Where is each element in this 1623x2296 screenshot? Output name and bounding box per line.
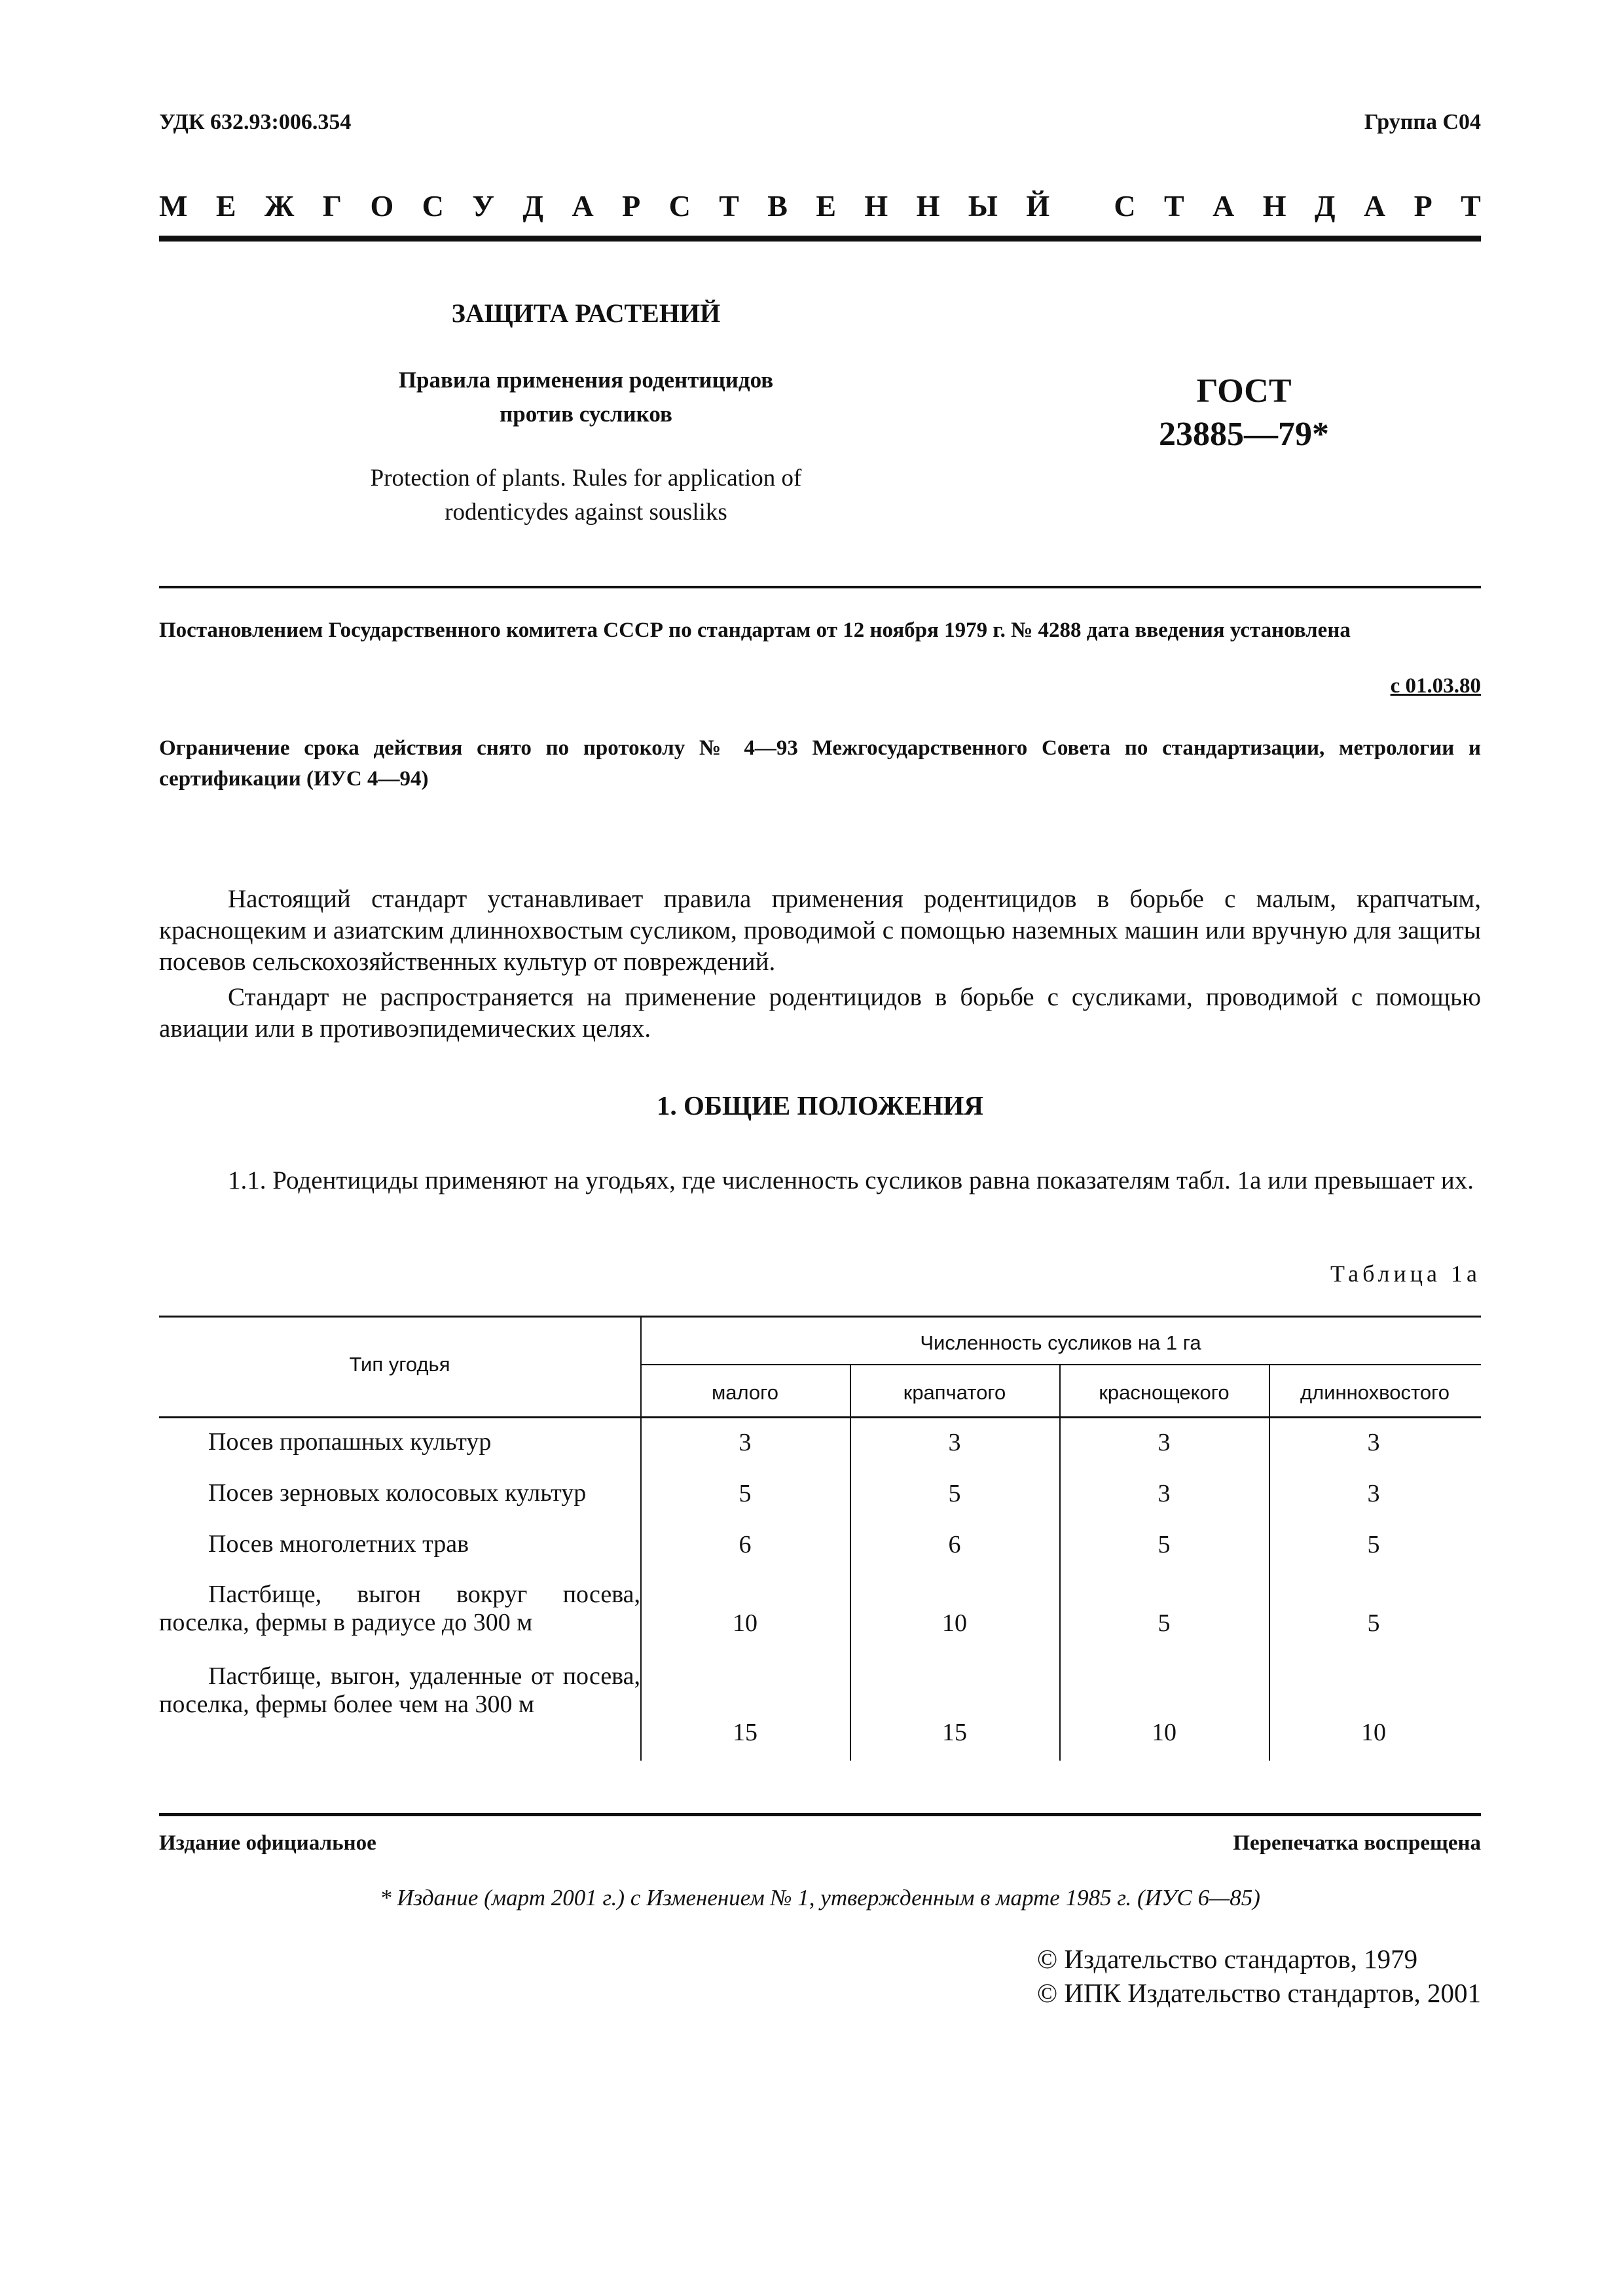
table-row-label: Пастбище, выгон вокруг посева, поселка, фермы в радиусе до 300 м (159, 1581, 640, 1636)
gost-label: ГОСТ (1196, 372, 1292, 410)
table-cell: 6 (739, 1531, 752, 1558)
table-subheader: малого (711, 1381, 779, 1404)
banner-letter: Р (1413, 189, 1432, 223)
table-row-label: Посев пропашных культур (208, 1428, 492, 1456)
table-header-type: Тип угодья (349, 1353, 450, 1376)
subtitle-line: против сусликов (500, 401, 672, 427)
table-row-label: Пастбище, выгон, удаленные от посева, поселка, фермы более чем на 300 м (159, 1662, 640, 1718)
banner-letter: Р (622, 189, 641, 223)
table-cell: 15 (942, 1719, 967, 1746)
document-subtitle (275, 363, 897, 431)
banner-letter: М (159, 189, 188, 223)
limitation-text: Ограничение срока действия снято по протоколу № 4—93 Межгосударственного Совета по стандартизации, метрологии и сертификации (ИУС 4—94) (159, 736, 1481, 791)
table-cell: 3 (1367, 1480, 1380, 1507)
table-cell: 6 (948, 1531, 961, 1558)
banner-letter: С (668, 189, 691, 223)
banner-letter: А (1363, 189, 1386, 223)
banner-letter: Н (916, 189, 940, 223)
document-title: ЗАЩИТА РАСТЕНИЙ (451, 298, 721, 328)
official-edition-label: Издание официальное (159, 1831, 376, 1855)
banner-letter: Е (816, 189, 837, 223)
table-cell: 3 (1158, 1429, 1171, 1456)
banner-letter: Г (322, 189, 342, 223)
reprint-prohibited-label: Перепечатка воспрещена (1233, 1831, 1481, 1855)
table-column-divider (850, 1364, 851, 1761)
intro-paragraph-1: Настоящий стандарт устанавливает правила применения родентицидов в борьбе с малым, крапчатым, краснощеким и азиатским длиннохвостым сусликом, проводимой с помощью наземных машин или вручную для защиты посевов сельскохозяйственных культур от повреждений. (159, 885, 1481, 976)
udk-code: УДК 632.93:006.354 (159, 110, 352, 134)
table-caption: Таблица 1а (1330, 1261, 1481, 1287)
introduction-date: с 01.03.80 (1390, 674, 1481, 698)
copyright-line: © Издательство стандартов, 1979 (1036, 1944, 1418, 1974)
footer-rule (159, 1813, 1481, 1816)
table-cell: 3 (1158, 1480, 1171, 1507)
banner-letter: С (422, 189, 444, 223)
clause-1-1: 1.1. Родентициды применяют на угодьях, где численность сусликов равна показателям табл. 1а или превышает их. (228, 1166, 1474, 1194)
banner-letter: С (1114, 189, 1136, 223)
banner-letter: А (1213, 189, 1235, 223)
table-cell: 5 (739, 1480, 752, 1507)
copyright-line: © ИПК Издательство стандартов, 2001 (1036, 1978, 1481, 2008)
banner-letter: У (472, 189, 494, 223)
decree-text: Постановлением Государственного комитета СССР по стандартам от 12 ноября 1979 г. № 4288 дата введения установлена (159, 619, 1351, 642)
table-cell: 10 (942, 1609, 967, 1637)
table-row-label: Посев зерновых колосовых культур (208, 1479, 587, 1507)
table-group-rule (640, 1364, 1481, 1365)
edition-footnote: * Издание (март 2001 г.) с Изменением № 1, утвержденным в марте 1985 г. (ИУС 6—85) (380, 1885, 1260, 1910)
header-rule (159, 236, 1481, 242)
banner-letter: Й (1026, 189, 1050, 223)
banner-letter: Д (1314, 189, 1336, 223)
table-cell: 5 (1367, 1609, 1380, 1637)
section-heading: 1. ОБЩИЕ ПОЛОЖЕНИЯ (657, 1090, 983, 1121)
table-cell: 10 (733, 1609, 757, 1637)
banner-letter: Н (1262, 189, 1286, 223)
table-cell: 5 (1158, 1531, 1171, 1558)
banner-letter: О (370, 189, 394, 223)
table-cell: 3 (739, 1429, 752, 1456)
table-row-label: Посев многолетних трав (208, 1530, 469, 1558)
banner-letter (1078, 188, 1086, 223)
banner-letter: Ж (264, 189, 295, 223)
table-column-divider (1269, 1364, 1270, 1761)
table-cell: 10 (1361, 1719, 1386, 1746)
english-title-line: Protection of plants. Rules for application of (370, 465, 802, 492)
table-subheader: крапчатого (903, 1381, 1006, 1404)
table-subheader: краснощекого (1099, 1381, 1230, 1404)
english-title-line: rodenticydes against sousliks (445, 499, 727, 526)
table-cell: 3 (1367, 1429, 1380, 1456)
title-rule (159, 586, 1481, 588)
table-column-divider (1059, 1364, 1061, 1761)
banner-letter: Д (522, 189, 544, 223)
banner-letter: А (572, 189, 594, 223)
banner-letter: Ы (968, 189, 998, 223)
banner-letter: Н (864, 189, 888, 223)
gost-number (1113, 370, 1375, 456)
banner-letter: Т (1164, 189, 1184, 223)
table-1a (159, 1316, 1481, 1761)
intro-paragraph-2: Стандарт не распространяется на применение родентицидов в борьбе с сусликами, проводимой с помощью авиации или в противоэпидемических целях. (159, 983, 1481, 1043)
table-subheader: длиннохвостого (1300, 1381, 1450, 1404)
banner-letter: В (767, 189, 788, 223)
group-code: Группа С04 (1364, 110, 1481, 134)
table-cell: 5 (1367, 1531, 1380, 1558)
table-cell: 5 (1158, 1609, 1171, 1637)
table-cell: 10 (1152, 1719, 1176, 1746)
table-cell: 15 (733, 1719, 757, 1746)
table-cell: 5 (948, 1480, 961, 1507)
subtitle-line: Правила применения родентицидов (398, 367, 774, 393)
banner-letter: Т (719, 189, 739, 223)
banner-letter: Т (1461, 189, 1481, 223)
interstate-standard-banner (159, 188, 1481, 223)
table-header-group: Численность сусликов на 1 га (920, 1331, 1201, 1354)
table-top-rule (159, 1316, 1481, 1318)
copyright-block (1037, 1942, 1481, 2010)
table-header-rule (159, 1416, 1481, 1418)
banner-letter: Е (215, 189, 236, 223)
table-cell: 3 (948, 1429, 961, 1456)
gost-code: 23885—79* (1159, 416, 1329, 453)
english-title (275, 461, 897, 529)
